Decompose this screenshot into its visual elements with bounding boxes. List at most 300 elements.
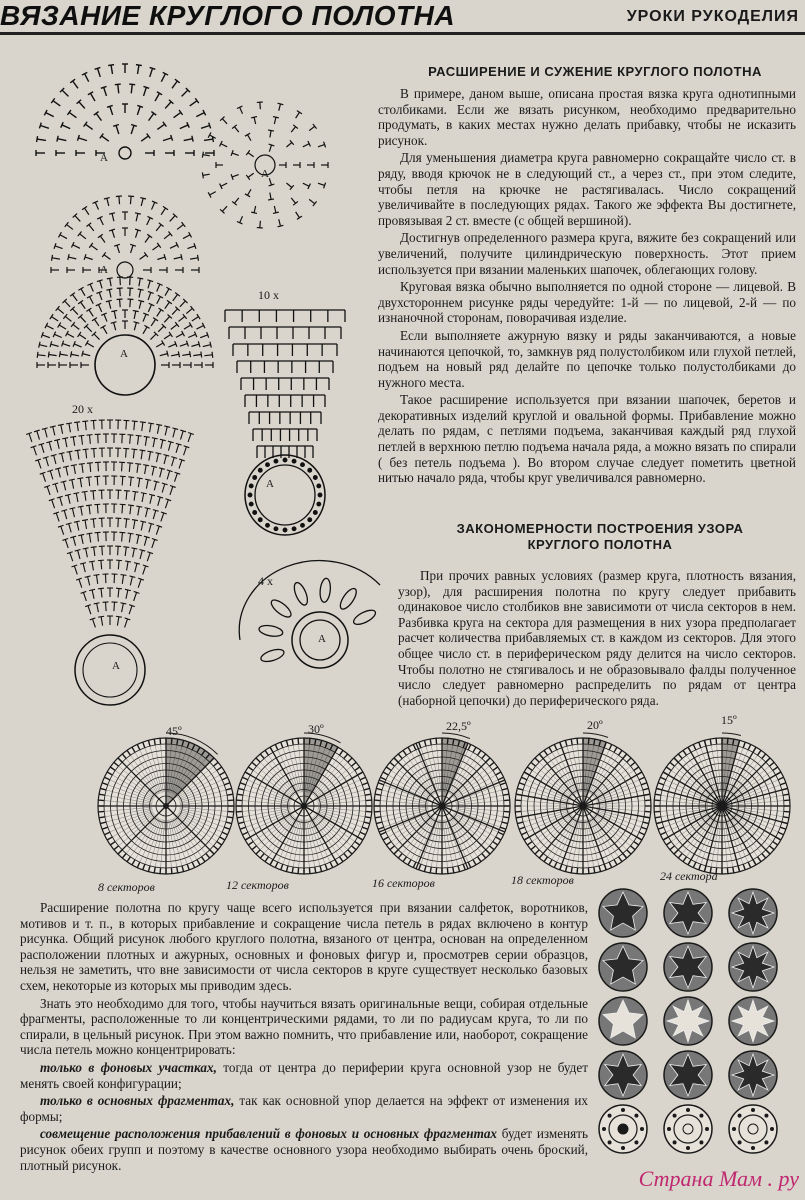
stitch-symbol <box>97 504 98 513</box>
stitch-symbol <box>73 245 80 248</box>
stitch-symbol <box>129 606 132 615</box>
stitch-symbol <box>146 480 148 489</box>
stitch-symbol <box>81 535 83 544</box>
stitch-symbol <box>93 491 94 500</box>
section2-title-2: КРУГЛОГО ПОЛОТНА <box>527 537 673 552</box>
stitch-symbol <box>153 245 159 250</box>
stitch-symbol <box>69 112 76 117</box>
stitch-symbol <box>90 519 96 520</box>
motif-dot <box>705 1127 709 1131</box>
stitch-symbol <box>127 561 128 570</box>
stitch-symbol <box>103 327 107 334</box>
stitch-symbol <box>145 236 150 242</box>
stitch-symbol <box>130 577 132 586</box>
motif-dot <box>621 1108 625 1112</box>
stitch-symbol <box>50 426 56 427</box>
stitch-symbol <box>192 136 193 142</box>
stitch-symbol <box>161 208 165 215</box>
stitch-symbol <box>112 230 114 238</box>
stitch-symbol <box>34 447 37 456</box>
section2-paragraph: При прочих равных условиях (размер круга, плотность вязания, узор), для расширения полотна по кругу следует прибавить одинаковое число столбиков вне зависимоти от числа секторов в нем. Разбивка круга на сектора для размещения в них узора предполагает расчет количества прибавляемых ст. в каждом из секторов. Для этого общее число ст. в периферическом ряду делится на число секторов. Чтобы полотно не стягивалось и не образовывало фалды полученное число следует равномерно распределить по рядам от центра (наборной цепочки) до периферического ряда. <box>398 568 796 708</box>
stitch-symbol <box>141 522 143 531</box>
stitch-symbol <box>59 453 65 454</box>
stitch-symbol <box>53 101 60 106</box>
stitch-symbol <box>128 477 134 478</box>
stitch-symbol <box>111 310 117 311</box>
stitch-symbol <box>144 536 150 538</box>
stitch-symbol <box>172 309 177 315</box>
section1-paragraph: В примере, даном выше, описана простая вязка круга однотипными столбиками. Если же вязать рисунком, необходимо предварительно продумать, в каких местах нужно делать прибавку, чтобы не исказить рисунок. <box>378 86 796 148</box>
stitch-symbol <box>146 508 148 517</box>
stitch-symbol <box>131 84 132 93</box>
stitch-symbol <box>184 139 193 141</box>
stitch-symbol <box>108 65 114 66</box>
stitch-symbol <box>88 606 91 615</box>
stitch-symbol <box>82 520 88 521</box>
stitch-symbol <box>141 136 148 141</box>
stitch-symbol <box>57 136 58 142</box>
stitch-symbol <box>136 65 142 66</box>
stitch-symbol <box>88 577 90 586</box>
stitch-symbol <box>98 234 103 238</box>
stitch-symbol <box>117 245 119 253</box>
stitch-symbol <box>139 550 145 552</box>
stitch-symbol <box>171 324 177 329</box>
stitch-mark <box>645 800 651 801</box>
stitch-symbol <box>42 335 50 338</box>
stitch-symbol <box>162 484 165 493</box>
stitch-symbol <box>152 539 155 548</box>
stitch-symbol <box>54 439 60 440</box>
stitch-symbol <box>132 520 138 521</box>
chain-ring <box>119 147 131 159</box>
stitch-symbol <box>147 218 150 225</box>
stitch-dot <box>301 524 305 528</box>
stitch-symbol <box>54 334 61 337</box>
stitch-symbol <box>93 575 99 576</box>
stitch-symbol <box>123 547 129 548</box>
stitch-symbol <box>202 172 203 178</box>
petal <box>258 624 283 638</box>
stitch-symbol <box>278 225 284 226</box>
stitch-symbol <box>120 288 121 296</box>
stitch-symbol <box>89 477 90 486</box>
stitch-symbol <box>309 126 315 130</box>
stitch-symbol <box>68 257 76 259</box>
section-label: УРОКИ РУКОДЕЛИЯ <box>626 8 799 25</box>
stitch-symbol <box>116 125 119 134</box>
motif-dot <box>640 1127 644 1131</box>
motif-dot <box>764 1114 768 1118</box>
stitch-symbol <box>52 258 60 259</box>
stitch-symbol <box>181 431 184 440</box>
stitch-symbol <box>248 173 254 177</box>
stitch-mark <box>160 868 161 874</box>
stitch-symbol <box>107 198 109 206</box>
stitch-symbol <box>85 520 86 529</box>
stitch-symbol <box>180 344 188 347</box>
sector-circle-18 <box>512 735 654 877</box>
stitch-symbol <box>124 491 130 492</box>
stitch-mark <box>784 811 790 812</box>
center-dot <box>719 803 725 809</box>
stitch-symbol <box>114 311 116 319</box>
stitch-symbol <box>137 106 140 115</box>
stitch-symbol <box>138 65 139 74</box>
stitch-symbol <box>37 431 40 440</box>
stitch-mark <box>171 868 172 874</box>
stitch-mark <box>645 811 651 812</box>
stitch-symbol <box>141 493 147 494</box>
stitch-symbol <box>138 300 144 301</box>
stitch-symbol <box>152 438 158 439</box>
stitch-symbol <box>274 117 276 124</box>
stitch-symbol <box>297 111 302 114</box>
stitch-symbol <box>126 590 128 599</box>
stitch-symbol <box>136 213 138 221</box>
section1-paragraph: Такое расширение используется при вязании шапочек, беретов и декоративных изделий круглой и овальной формы. Прибавление можно делать по рядам, с петлями подъема, заканчивая каждый ряд глухой петлей в верхнюю петлю подъема начала ряда, а можно вязать по спирали ( без петель подъема ). Во втором случае следует пометить цветной нитью начало ряда, чтобы круг увеличивался равномерно. <box>378 392 796 486</box>
stitch-symbol <box>38 355 46 356</box>
stitch-symbol <box>57 440 59 449</box>
stitch-symbol <box>102 252 106 257</box>
stitch-mark <box>654 800 660 801</box>
stitch-symbol <box>65 494 71 495</box>
stitch-symbol <box>129 463 130 472</box>
stitch-symbol <box>130 288 131 296</box>
stitch-symbol <box>135 213 141 214</box>
stitch-symbol <box>170 486 173 495</box>
circle-caption: 16 секторов <box>372 876 435 890</box>
stitch-symbol <box>120 603 126 604</box>
stitch-symbol <box>234 127 238 132</box>
stitch-symbol <box>138 507 140 516</box>
stitch-symbol <box>186 308 192 313</box>
stitch-symbol <box>179 316 185 321</box>
stitch-symbol <box>85 257 93 259</box>
stitch-symbol <box>87 435 93 436</box>
stitch-symbol <box>134 592 137 601</box>
motif-star <box>732 1000 774 1042</box>
stitch-symbol <box>112 213 114 221</box>
stitch-symbol <box>151 319 155 326</box>
stitch-symbol <box>130 435 131 444</box>
motif-dot <box>673 1140 677 1144</box>
stitch-symbol <box>164 234 170 239</box>
stitch-symbol <box>158 497 161 506</box>
stitch-symbol <box>104 198 110 199</box>
stitch-symbol <box>96 113 101 120</box>
stitch-symbol <box>148 305 151 312</box>
stitch-symbol <box>143 327 147 334</box>
stitch-symbol <box>89 589 95 590</box>
stitch-symbol <box>248 153 254 157</box>
stitch-symbol <box>168 441 174 443</box>
stitch-symbol <box>89 534 90 543</box>
stitch-symbol <box>197 255 198 261</box>
stitch-symbol <box>140 422 146 423</box>
stitch-mark <box>374 800 380 801</box>
stitch-symbol <box>55 484 58 493</box>
stitch-symbol <box>147 280 153 282</box>
stitch-symbol <box>144 436 150 437</box>
stitch-symbol <box>156 225 161 231</box>
stitch-symbol <box>94 334 100 340</box>
stitch-symbol <box>118 84 119 93</box>
stitch-symbol <box>188 433 191 442</box>
stitch-symbol <box>143 86 149 88</box>
stitch-symbol <box>102 546 103 555</box>
stitch-symbol <box>70 452 72 461</box>
stitch-symbol <box>176 334 183 338</box>
stitch-symbol <box>131 125 134 134</box>
stitch-symbol <box>130 505 131 514</box>
stitch-symbol <box>130 477 131 486</box>
stitch-symbol <box>78 550 80 559</box>
motif-dot <box>699 1114 703 1118</box>
sector-arc-arrow <box>722 733 741 735</box>
stitch-symbol <box>137 535 139 544</box>
stitch-symbol <box>107 105 113 107</box>
stitch-symbol <box>70 351 71 357</box>
stitch-symbol <box>157 297 161 304</box>
stitch-symbol <box>116 616 122 617</box>
diagram-wedge-long <box>20 405 200 735</box>
center-label-7: А <box>318 633 326 645</box>
stitch-symbol <box>141 198 143 206</box>
stitch-symbol <box>142 493 144 502</box>
stitch-symbol <box>79 334 86 338</box>
motif-dot <box>751 1108 755 1112</box>
stitch-symbol <box>69 508 75 509</box>
stitch-symbol <box>76 493 78 502</box>
stitch-symbol <box>125 619 128 628</box>
motif-grid <box>595 885 795 1165</box>
diagram-petals <box>225 570 405 700</box>
stitch-symbol <box>89 243 93 248</box>
stitch-symbol <box>278 103 284 104</box>
diagram-half-circle <box>30 285 220 405</box>
stitch-symbol <box>98 462 99 471</box>
stitch-symbol <box>62 90 68 96</box>
stitch-symbol <box>97 280 103 282</box>
stitch-symbol <box>157 257 165 259</box>
stitch-symbol <box>188 334 195 337</box>
stitch-symbol <box>248 189 252 195</box>
stitch-symbol <box>270 131 271 138</box>
center-label-1: А <box>100 152 108 164</box>
stitch-dot <box>248 493 252 497</box>
stitch-symbol <box>82 206 87 209</box>
stitch-symbol <box>39 342 40 348</box>
stitch-symbol <box>69 479 75 480</box>
stitch-symbol <box>309 199 315 203</box>
stitch-symbol <box>145 465 147 474</box>
petal <box>319 578 331 603</box>
stitch-mark <box>236 800 242 801</box>
stitch-symbol <box>157 124 164 129</box>
circle-caption: 18 секторов <box>511 873 574 887</box>
stitch-symbol <box>144 87 147 96</box>
stitch-symbol <box>89 561 95 562</box>
stitch-symbol <box>78 534 84 535</box>
stitch-symbol <box>60 354 68 355</box>
stitch-symbol <box>165 500 168 509</box>
stitch-symbol <box>85 124 92 129</box>
stitch-symbol <box>50 314 53 319</box>
stitch-symbol <box>221 144 227 147</box>
stitch-symbol <box>136 534 142 535</box>
stitch-symbol <box>148 523 154 525</box>
stitch-dot <box>318 493 322 497</box>
stitch-symbol <box>86 449 87 458</box>
stitch-symbol <box>190 351 191 357</box>
motif-star <box>732 1054 774 1096</box>
stitch-symbol <box>89 225 94 231</box>
stitch-symbol <box>156 526 159 535</box>
stitch-mark <box>236 811 242 812</box>
stitch-symbol <box>49 442 51 451</box>
stitch-symbol <box>66 423 72 424</box>
stitch-mark <box>784 800 790 801</box>
stitch-symbol <box>181 254 182 260</box>
motif-dot <box>732 1127 736 1131</box>
stitch-symbol <box>164 455 166 464</box>
stitch-symbol <box>254 117 256 124</box>
stitch-symbol <box>117 617 118 626</box>
stitch-symbol <box>138 436 139 445</box>
stitch-symbol <box>121 575 127 576</box>
stitch-symbol <box>172 81 177 88</box>
stitch-symbol <box>134 311 136 319</box>
stitch-symbol <box>128 505 134 506</box>
stitch-symbol <box>138 478 139 487</box>
stitch-symbol <box>132 421 138 422</box>
stitch-symbol <box>115 84 121 85</box>
stitch-symbol <box>136 435 142 436</box>
stitch-symbol <box>190 258 198 259</box>
stitch-symbol <box>37 352 38 358</box>
stitch-symbol <box>80 478 81 487</box>
stitch-symbol <box>153 438 155 447</box>
stitch-dot <box>253 476 257 480</box>
stitch-symbol <box>273 212 279 213</box>
stitch-symbol <box>175 293 180 297</box>
stitch-symbol <box>286 143 291 147</box>
chain-ring <box>83 643 137 697</box>
stitch-symbol <box>165 289 169 296</box>
stitch-symbol <box>260 102 261 109</box>
stitch-symbol <box>94 319 98 326</box>
stitch-symbol <box>140 198 146 199</box>
stitch-symbol <box>122 476 123 485</box>
motif-dot <box>686 1108 690 1112</box>
stitch-symbol <box>203 174 210 175</box>
stitch-symbol <box>102 136 109 141</box>
stitch-symbol <box>92 318 97 321</box>
stitch-symbol <box>210 192 216 195</box>
stitch-symbol <box>60 497 63 506</box>
watermark: Страна Мам . ру <box>638 1166 799 1191</box>
stitch-symbol <box>72 309 77 315</box>
stitch-symbol <box>163 455 169 457</box>
stitch-symbol <box>106 602 107 611</box>
stitch-symbol <box>85 208 89 215</box>
stitch-symbol <box>78 506 84 507</box>
stitch-symbol <box>95 202 98 209</box>
stitch-symbol <box>222 206 227 211</box>
stitch-symbol <box>155 93 160 101</box>
motif-dot <box>608 1140 612 1144</box>
stitch-symbol <box>73 324 79 329</box>
stitch-symbol <box>77 522 79 531</box>
stitch-symbol <box>97 476 98 485</box>
stitch-symbol <box>134 563 140 564</box>
stitch-symbol <box>171 135 173 141</box>
stitch-symbol <box>131 449 137 450</box>
sector-arc-arrow <box>583 733 608 737</box>
stitch-symbol <box>85 576 91 577</box>
motif-dot <box>634 1114 638 1118</box>
center-label-4: А <box>120 348 128 360</box>
stitch-symbol <box>114 322 116 330</box>
stitch-symbol <box>291 198 295 203</box>
stitch-symbol <box>131 548 137 549</box>
stitch-mark <box>298 868 299 874</box>
center-label-5: А <box>112 660 120 672</box>
stitch-symbol <box>58 424 64 425</box>
stitch-symbol <box>55 246 63 249</box>
section2-title-1: ЗАКОНОМЕРНОСТИ ПОСТРОЕНИЯ УЗОРА <box>456 521 744 536</box>
stitch-symbol <box>79 579 82 588</box>
stitch-symbol <box>79 464 85 465</box>
stitch-symbol <box>173 429 175 438</box>
stitch-mark <box>298 738 299 744</box>
motif-dot <box>764 1140 768 1144</box>
stitch-symbol <box>86 326 92 332</box>
stitch-symbol <box>153 318 158 321</box>
stitch-symbol <box>303 183 309 186</box>
stitch-symbol <box>73 81 78 88</box>
stitch-symbol <box>240 216 243 222</box>
stitch-symbol <box>68 495 70 504</box>
stitch-symbol <box>174 473 177 482</box>
stitch-symbol <box>96 575 97 584</box>
stitch-symbol <box>65 539 68 548</box>
stitch-symbol <box>43 473 46 482</box>
stitch-symbol <box>149 524 151 533</box>
stitch-symbol <box>137 105 143 107</box>
stitch-symbol <box>145 437 146 446</box>
stitch-symbol <box>273 117 279 118</box>
stitch-symbol <box>119 532 125 533</box>
stitch-symbol <box>91 547 97 548</box>
stitch-symbol <box>291 127 295 132</box>
stitch-symbol <box>154 482 156 491</box>
stitch-symbol <box>86 548 88 557</box>
motif-dot <box>751 1146 755 1150</box>
stitch-symbol <box>157 310 161 317</box>
stitch-symbol <box>68 254 69 260</box>
stitch-symbol <box>58 139 67 141</box>
stitch-symbol <box>124 519 130 520</box>
motif-circle <box>729 1105 777 1153</box>
bottom-text <box>20 900 588 1175</box>
diagram-fan-2 <box>25 175 225 275</box>
stitch-symbol <box>74 521 80 522</box>
stitch-symbol <box>92 561 93 570</box>
center-dot <box>580 803 586 809</box>
stitch-symbol <box>69 524 71 533</box>
